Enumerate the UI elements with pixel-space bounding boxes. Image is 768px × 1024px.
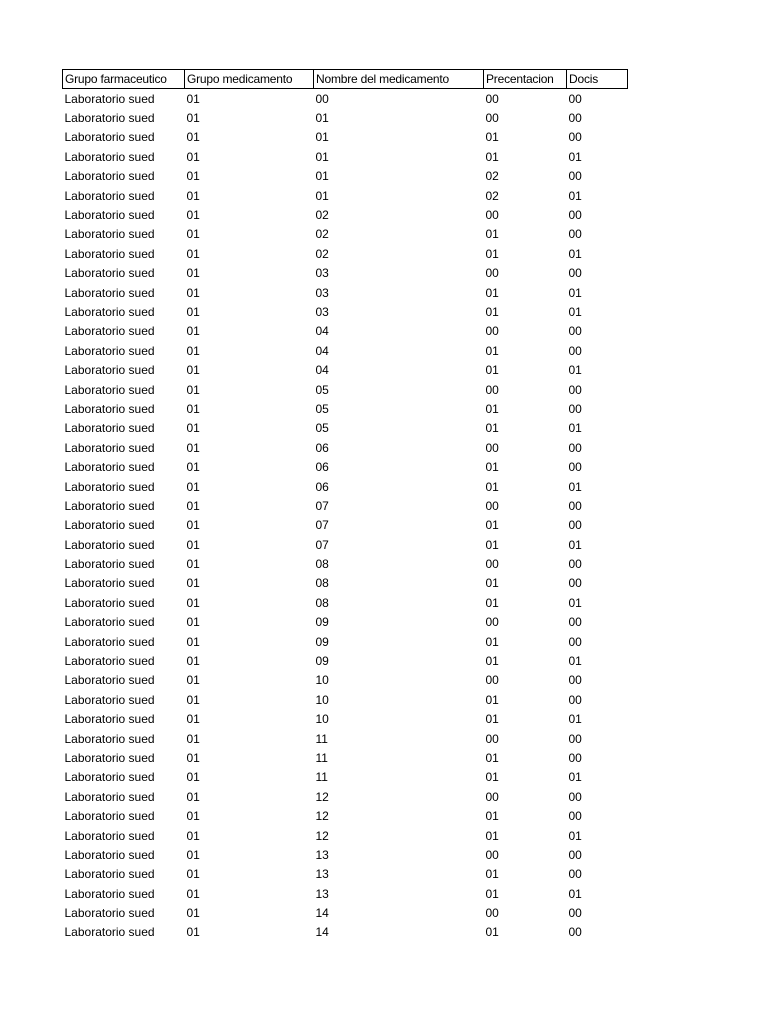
cell-nombre-medicamento[interactable]: 10 bbox=[315, 712, 329, 727]
cell-precentacion[interactable]: 01 bbox=[485, 595, 499, 610]
cell-nombre-medicamento[interactable]: 03 bbox=[315, 285, 329, 300]
table-row bbox=[63, 826, 628, 845]
cell-precentacion[interactable]: 02 bbox=[485, 188, 499, 203]
cell-grupo-farmaceutico[interactable]: Laboratorio sued bbox=[64, 886, 155, 901]
cell-grupo-farmaceutico[interactable]: Laboratorio sued bbox=[64, 91, 155, 106]
cell-precentacion[interactable]: 00 bbox=[485, 111, 499, 126]
cell-precentacion[interactable]: 01 bbox=[485, 576, 499, 591]
cell-docis[interactable]: 01 bbox=[568, 770, 582, 785]
cell-grupo-farmaceutico[interactable]: Laboratorio sued bbox=[64, 382, 155, 397]
cell-precentacion[interactable]: 01 bbox=[485, 886, 499, 901]
cell-grupo-farmaceutico[interactable]: Laboratorio sued bbox=[64, 149, 155, 164]
cell-grupo-medicamento[interactable]: 01 bbox=[186, 925, 200, 940]
cell-nombre-medicamento[interactable]: 02 bbox=[315, 208, 329, 223]
cell-grupo-medicamento[interactable]: 01 bbox=[186, 654, 200, 669]
cell-nombre-medicamento[interactable]: 12 bbox=[315, 789, 329, 804]
cell-nombre-medicamento[interactable]: 07 bbox=[315, 518, 329, 533]
cell-grupo-farmaceutico[interactable]: Laboratorio sued bbox=[64, 537, 155, 552]
cell-precentacion[interactable]: 00 bbox=[485, 557, 499, 572]
cell-nombre-medicamento[interactable]: 03 bbox=[315, 304, 329, 319]
table-row bbox=[63, 457, 628, 476]
table-row bbox=[63, 632, 628, 651]
cell-grupo-medicamento[interactable]: 01 bbox=[186, 557, 200, 572]
table-row bbox=[63, 380, 628, 399]
cell-grupo-farmaceutico[interactable]: Laboratorio sued bbox=[64, 460, 155, 475]
table-row bbox=[63, 225, 628, 244]
cell-docis[interactable]: 01 bbox=[568, 828, 582, 843]
cell-nombre-medicamento[interactable]: 09 bbox=[315, 654, 329, 669]
cell-grupo-medicamento[interactable]: 01 bbox=[186, 770, 200, 785]
cell-grupo-medicamento[interactable]: 01 bbox=[186, 809, 200, 824]
cell-grupo-medicamento[interactable]: 01 bbox=[186, 363, 200, 378]
cell-grupo-farmaceutico[interactable]: Laboratorio sued bbox=[64, 169, 155, 184]
cell-grupo-medicamento[interactable]: 01 bbox=[186, 149, 200, 164]
cell-precentacion[interactable]: 00 bbox=[485, 266, 499, 281]
table-row bbox=[63, 496, 628, 515]
cell-docis[interactable]: 00 bbox=[568, 847, 582, 862]
cell-grupo-farmaceutico[interactable]: Laboratorio sued bbox=[64, 518, 155, 533]
cell-grupo-medicamento[interactable]: 01 bbox=[186, 401, 200, 416]
table-row bbox=[63, 128, 628, 147]
cell-grupo-medicamento[interactable]: 01 bbox=[186, 906, 200, 921]
cell-precentacion[interactable]: 01 bbox=[485, 867, 499, 882]
cell-grupo-farmaceutico[interactable]: Laboratorio sued bbox=[64, 266, 155, 281]
cell-grupo-medicamento[interactable]: 01 bbox=[186, 673, 200, 688]
table-row bbox=[63, 399, 628, 418]
cell-precentacion[interactable]: 01 bbox=[485, 750, 499, 765]
cell-grupo-farmaceutico[interactable]: Laboratorio sued bbox=[64, 343, 155, 358]
cell-nombre-medicamento[interactable]: 01 bbox=[315, 169, 329, 184]
cell-grupo-farmaceutico[interactable]: Laboratorio sued bbox=[64, 324, 155, 339]
cell-grupo-farmaceutico[interactable]: Laboratorio sued bbox=[64, 285, 155, 300]
cell-nombre-medicamento[interactable]: 05 bbox=[315, 382, 329, 397]
table-row bbox=[63, 613, 628, 632]
cell-docis[interactable]: 00 bbox=[568, 809, 582, 824]
table-row bbox=[63, 903, 628, 922]
header-row bbox=[63, 70, 628, 89]
cell-grupo-farmaceutico[interactable]: Laboratorio sued bbox=[64, 692, 155, 707]
table-row bbox=[63, 283, 628, 302]
cell-grupo-medicamento[interactable]: 01 bbox=[186, 208, 200, 223]
cell-precentacion[interactable]: 00 bbox=[485, 498, 499, 513]
cell-grupo-medicamento[interactable]: 01 bbox=[186, 266, 200, 281]
cell-grupo-medicamento[interactable]: 01 bbox=[186, 789, 200, 804]
cell-precentacion[interactable]: 01 bbox=[485, 828, 499, 843]
cell-docis[interactable]: 00 bbox=[568, 401, 582, 416]
cell-precentacion[interactable]: 01 bbox=[485, 809, 499, 824]
cell-grupo-farmaceutico[interactable]: Laboratorio sued bbox=[64, 750, 155, 765]
cell-precentacion[interactable]: 01 bbox=[485, 925, 499, 940]
cell-nombre-medicamento[interactable]: 01 bbox=[315, 188, 329, 203]
cell-nombre-medicamento[interactable]: 08 bbox=[315, 557, 329, 572]
header-grupo-farmaceutico[interactable]: Grupo farmaceutico bbox=[63, 70, 185, 89]
cell-nombre-medicamento[interactable]: 09 bbox=[315, 634, 329, 649]
cell-precentacion[interactable]: 01 bbox=[485, 304, 499, 319]
cell-grupo-farmaceutico[interactable]: Laboratorio sued bbox=[64, 246, 155, 261]
cell-docis[interactable]: 00 bbox=[568, 673, 582, 688]
cell-docis[interactable]: 00 bbox=[568, 692, 582, 707]
header-grupo-medicamento[interactable]: Grupo medicamento bbox=[185, 70, 314, 89]
cell-grupo-medicamento[interactable]: 01 bbox=[186, 382, 200, 397]
cell-grupo-medicamento[interactable]: 01 bbox=[186, 285, 200, 300]
cell-docis[interactable]: 01 bbox=[568, 537, 582, 552]
cell-grupo-medicamento[interactable]: 01 bbox=[186, 595, 200, 610]
cell-docis[interactable]: 01 bbox=[568, 304, 582, 319]
cell-docis[interactable]: 00 bbox=[568, 906, 582, 921]
cell-grupo-farmaceutico[interactable]: Laboratorio sued bbox=[64, 557, 155, 572]
cell-docis[interactable]: 00 bbox=[568, 925, 582, 940]
cell-docis[interactable]: 01 bbox=[568, 654, 582, 669]
table-body bbox=[63, 89, 628, 943]
cell-grupo-farmaceutico[interactable]: Laboratorio sued bbox=[64, 654, 155, 669]
cell-grupo-medicamento[interactable]: 01 bbox=[186, 460, 200, 475]
cell-nombre-medicamento[interactable]: 11 bbox=[315, 731, 328, 746]
cell-grupo-farmaceutico[interactable]: Laboratorio sued bbox=[64, 828, 155, 843]
cell-docis[interactable]: 01 bbox=[568, 188, 582, 203]
cell-docis[interactable]: 00 bbox=[568, 324, 582, 339]
cell-precentacion[interactable]: 01 bbox=[485, 227, 499, 242]
header-precentacion[interactable]: Precentacion bbox=[484, 70, 567, 89]
cell-precentacion[interactable]: 00 bbox=[485, 789, 499, 804]
cell-precentacion[interactable]: 00 bbox=[485, 731, 499, 746]
cell-grupo-medicamento[interactable]: 01 bbox=[186, 634, 200, 649]
cell-grupo-farmaceutico[interactable]: Laboratorio sued bbox=[64, 227, 155, 242]
cell-grupo-medicamento[interactable]: 01 bbox=[186, 130, 200, 145]
cell-nombre-medicamento[interactable]: 06 bbox=[315, 460, 329, 475]
table-row bbox=[63, 806, 628, 825]
cell-grupo-medicamento[interactable]: 01 bbox=[186, 324, 200, 339]
cell-precentacion[interactable]: 00 bbox=[485, 440, 499, 455]
table-row bbox=[63, 302, 628, 321]
table-row bbox=[63, 108, 628, 127]
cell-docis[interactable]: 00 bbox=[568, 731, 582, 746]
cell-docis[interactable]: 00 bbox=[568, 615, 582, 630]
cell-grupo-farmaceutico[interactable]: Laboratorio sued bbox=[64, 770, 155, 785]
table-row bbox=[63, 690, 628, 709]
cell-grupo-medicamento[interactable]: 01 bbox=[186, 615, 200, 630]
cell-grupo-farmaceutico[interactable]: Laboratorio sued bbox=[64, 634, 155, 649]
cell-precentacion[interactable]: 01 bbox=[485, 246, 499, 261]
cell-grupo-farmaceutico[interactable]: Laboratorio sued bbox=[64, 440, 155, 455]
table-row bbox=[63, 845, 628, 864]
cell-precentacion[interactable]: 00 bbox=[485, 847, 499, 862]
cell-docis[interactable]: 00 bbox=[568, 750, 582, 765]
table-row bbox=[63, 535, 628, 554]
cell-docis[interactable]: 00 bbox=[568, 91, 582, 106]
table-row bbox=[63, 322, 628, 341]
cell-nombre-medicamento[interactable]: 04 bbox=[315, 363, 329, 378]
cell-docis[interactable]: 00 bbox=[568, 867, 582, 882]
cell-grupo-medicamento[interactable]: 01 bbox=[186, 750, 200, 765]
cell-nombre-medicamento[interactable]: 09 bbox=[315, 615, 329, 630]
table-row bbox=[63, 787, 628, 806]
cell-nombre-medicamento[interactable]: 11 bbox=[315, 750, 328, 765]
cell-grupo-farmaceutico[interactable]: Laboratorio sued bbox=[64, 576, 155, 591]
table-row bbox=[63, 748, 628, 767]
cell-grupo-medicamento[interactable]: 01 bbox=[186, 692, 200, 707]
cell-nombre-medicamento[interactable]: 10 bbox=[315, 673, 329, 688]
cell-precentacion[interactable]: 00 bbox=[485, 208, 499, 223]
table-row bbox=[63, 768, 628, 787]
cell-grupo-farmaceutico[interactable]: Laboratorio sued bbox=[64, 479, 155, 494]
cell-nombre-medicamento[interactable]: 05 bbox=[315, 421, 329, 436]
cell-docis[interactable]: 01 bbox=[568, 149, 582, 164]
cell-docis[interactable]: 00 bbox=[568, 518, 582, 533]
cell-nombre-medicamento[interactable]: 04 bbox=[315, 343, 329, 358]
cell-docis[interactable]: 00 bbox=[568, 227, 582, 242]
cell-precentacion[interactable]: 01 bbox=[485, 712, 499, 727]
cell-precentacion[interactable]: 02 bbox=[485, 169, 499, 184]
cell-nombre-medicamento[interactable]: 07 bbox=[315, 537, 329, 552]
cell-nombre-medicamento[interactable]: 10 bbox=[315, 692, 329, 707]
cell-precentacion[interactable]: 01 bbox=[485, 343, 499, 358]
cell-grupo-medicamento[interactable]: 01 bbox=[186, 731, 200, 746]
cell-grupo-medicamento[interactable]: 01 bbox=[186, 712, 200, 727]
table-header bbox=[63, 70, 628, 89]
cell-grupo-farmaceutico[interactable]: Laboratorio sued bbox=[64, 304, 155, 319]
cell-docis[interactable]: 00 bbox=[568, 576, 582, 591]
cell-nombre-medicamento[interactable]: 07 bbox=[315, 498, 329, 513]
cell-grupo-farmaceutico[interactable]: Laboratorio sued bbox=[64, 208, 155, 223]
table-row bbox=[63, 438, 628, 457]
cell-grupo-medicamento[interactable]: 01 bbox=[186, 343, 200, 358]
cell-docis[interactable]: 01 bbox=[568, 246, 582, 261]
cell-grupo-medicamento[interactable]: 01 bbox=[186, 440, 200, 455]
table-row bbox=[63, 574, 628, 593]
cell-nombre-medicamento[interactable]: 11 bbox=[315, 770, 328, 785]
cell-nombre-medicamento[interactable]: 14 bbox=[315, 906, 329, 921]
cell-nombre-medicamento[interactable]: 08 bbox=[315, 595, 329, 610]
cell-precentacion[interactable]: 00 bbox=[485, 673, 499, 688]
cell-precentacion[interactable]: 00 bbox=[485, 382, 499, 397]
cell-grupo-farmaceutico[interactable]: Laboratorio sued bbox=[64, 847, 155, 862]
cell-grupo-medicamento[interactable]: 01 bbox=[186, 227, 200, 242]
cell-precentacion[interactable]: 01 bbox=[485, 479, 499, 494]
cell-precentacion[interactable]: 00 bbox=[485, 324, 499, 339]
cell-docis[interactable]: 01 bbox=[568, 712, 582, 727]
cell-grupo-medicamento[interactable]: 01 bbox=[186, 111, 200, 126]
cell-grupo-farmaceutico[interactable]: Laboratorio sued bbox=[64, 421, 155, 436]
cell-grupo-medicamento[interactable]: 01 bbox=[186, 847, 200, 862]
cell-docis[interactable]: 00 bbox=[568, 130, 582, 145]
table-row bbox=[63, 923, 628, 942]
cell-nombre-medicamento[interactable]: 14 bbox=[315, 925, 329, 940]
cell-nombre-medicamento[interactable]: 01 bbox=[315, 149, 329, 164]
table-row bbox=[63, 554, 628, 573]
cell-nombre-medicamento[interactable]: 08 bbox=[315, 576, 329, 591]
cell-grupo-farmaceutico[interactable]: Laboratorio sued bbox=[64, 673, 155, 688]
cell-docis[interactable]: 01 bbox=[568, 363, 582, 378]
cell-docis[interactable]: 01 bbox=[568, 479, 582, 494]
cell-nombre-medicamento[interactable]: 12 bbox=[315, 828, 329, 843]
cell-grupo-medicamento[interactable]: 01 bbox=[186, 169, 200, 184]
cell-nombre-medicamento[interactable]: 05 bbox=[315, 401, 329, 416]
cell-nombre-medicamento[interactable]: 03 bbox=[315, 266, 329, 281]
table-row bbox=[63, 671, 628, 690]
cell-precentacion[interactable]: 01 bbox=[485, 401, 499, 416]
cell-docis[interactable]: 01 bbox=[568, 285, 582, 300]
cell-grupo-farmaceutico[interactable]: Laboratorio sued bbox=[64, 712, 155, 727]
cell-precentacion[interactable]: 01 bbox=[485, 518, 499, 533]
header-docis[interactable]: Docis bbox=[567, 70, 628, 89]
cell-grupo-medicamento[interactable]: 01 bbox=[186, 537, 200, 552]
cell-nombre-medicamento[interactable]: 02 bbox=[315, 227, 329, 242]
spreadsheet-sheet bbox=[62, 69, 628, 942]
cell-grupo-medicamento[interactable]: 01 bbox=[186, 91, 200, 106]
cell-nombre-medicamento[interactable]: 13 bbox=[315, 867, 329, 882]
cell-precentacion[interactable]: 01 bbox=[485, 654, 499, 669]
cell-grupo-medicamento[interactable]: 01 bbox=[186, 421, 200, 436]
cell-precentacion[interactable]: 01 bbox=[485, 363, 499, 378]
cell-grupo-farmaceutico[interactable]: Laboratorio sued bbox=[64, 615, 155, 630]
table-row bbox=[63, 477, 628, 496]
table-row bbox=[63, 360, 628, 379]
cell-docis[interactable]: 00 bbox=[568, 460, 582, 475]
cell-grupo-farmaceutico[interactable]: Laboratorio sued bbox=[64, 188, 155, 203]
table-row bbox=[63, 244, 628, 263]
cell-nombre-medicamento[interactable]: 04 bbox=[315, 324, 329, 339]
cell-grupo-farmaceutico[interactable]: Laboratorio sued bbox=[64, 401, 155, 416]
cell-grupo-medicamento[interactable]: 01 bbox=[186, 576, 200, 591]
table-row bbox=[63, 593, 628, 612]
cell-docis[interactable]: 00 bbox=[568, 498, 582, 513]
cell-docis[interactable]: 00 bbox=[568, 634, 582, 649]
table-row bbox=[63, 516, 628, 535]
header-nombre-medicamento[interactable]: Nombre del medicamento bbox=[314, 70, 484, 89]
cell-grupo-farmaceutico[interactable]: Laboratorio sued bbox=[64, 363, 155, 378]
cell-docis[interactable]: 00 bbox=[568, 266, 582, 281]
cell-docis[interactable]: 01 bbox=[568, 595, 582, 610]
cell-grupo-medicamento[interactable]: 01 bbox=[186, 867, 200, 882]
cell-nombre-medicamento[interactable]: 01 bbox=[315, 111, 329, 126]
cell-grupo-farmaceutico[interactable]: Laboratorio sued bbox=[64, 809, 155, 824]
table-row bbox=[63, 205, 628, 224]
cell-precentacion[interactable]: 01 bbox=[485, 285, 499, 300]
cell-nombre-medicamento[interactable]: 13 bbox=[315, 886, 329, 901]
cell-nombre-medicamento[interactable]: 06 bbox=[315, 479, 329, 494]
cell-precentacion[interactable]: 01 bbox=[485, 634, 499, 649]
cell-grupo-farmaceutico[interactable]: Laboratorio sued bbox=[64, 731, 155, 746]
cell-grupo-farmaceutico[interactable]: Laboratorio sued bbox=[64, 925, 155, 940]
cell-grupo-farmaceutico[interactable]: Laboratorio sued bbox=[64, 111, 155, 126]
cell-grupo-medicamento[interactable]: 01 bbox=[186, 518, 200, 533]
cell-nombre-medicamento[interactable]: 13 bbox=[315, 847, 329, 862]
cell-grupo-medicamento[interactable]: 01 bbox=[186, 828, 200, 843]
cell-precentacion[interactable]: 00 bbox=[485, 906, 499, 921]
cell-grupo-medicamento[interactable]: 01 bbox=[186, 188, 200, 203]
cell-grupo-medicamento[interactable]: 01 bbox=[186, 304, 200, 319]
table-row bbox=[63, 167, 628, 186]
table-row bbox=[63, 264, 628, 283]
cell-docis[interactable]: 00 bbox=[568, 789, 582, 804]
table-row bbox=[63, 729, 628, 748]
cell-grupo-farmaceutico[interactable]: Laboratorio sued bbox=[64, 906, 155, 921]
table-row bbox=[63, 884, 628, 903]
cell-precentacion[interactable]: 01 bbox=[485, 130, 499, 145]
cell-nombre-medicamento[interactable]: 01 bbox=[315, 130, 329, 145]
table-row bbox=[63, 865, 628, 884]
cell-grupo-medicamento[interactable]: 01 bbox=[186, 246, 200, 261]
cell-grupo-farmaceutico[interactable]: Laboratorio sued bbox=[64, 130, 155, 145]
cell-grupo-farmaceutico[interactable]: Laboratorio sued bbox=[64, 595, 155, 610]
cell-precentacion[interactable]: 01 bbox=[485, 692, 499, 707]
cell-nombre-medicamento[interactable]: 06 bbox=[315, 440, 329, 455]
cell-docis[interactable]: 01 bbox=[568, 421, 582, 436]
cell-grupo-medicamento[interactable]: 01 bbox=[186, 886, 200, 901]
cell-precentacion[interactable]: 01 bbox=[485, 149, 499, 164]
table-row bbox=[63, 710, 628, 729]
cell-docis[interactable]: 00 bbox=[568, 440, 582, 455]
cell-precentacion[interactable]: 00 bbox=[485, 615, 499, 630]
cell-precentacion[interactable]: 01 bbox=[485, 421, 499, 436]
cell-precentacion[interactable]: 01 bbox=[485, 537, 499, 552]
cell-grupo-farmaceutico[interactable]: Laboratorio sued bbox=[64, 867, 155, 882]
medication-table bbox=[62, 69, 628, 942]
table-row bbox=[63, 651, 628, 670]
table-row bbox=[63, 186, 628, 205]
table-row bbox=[63, 419, 628, 438]
cell-docis[interactable]: 00 bbox=[568, 169, 582, 184]
cell-precentacion[interactable]: 01 bbox=[485, 460, 499, 475]
cell-docis[interactable]: 00 bbox=[568, 382, 582, 397]
cell-grupo-farmaceutico[interactable]: Laboratorio sued bbox=[64, 498, 155, 513]
cell-docis[interactable]: 00 bbox=[568, 343, 582, 358]
cell-nombre-medicamento[interactable]: 00 bbox=[315, 91, 329, 106]
cell-precentacion[interactable]: 01 bbox=[485, 770, 499, 785]
cell-grupo-medicamento[interactable]: 01 bbox=[186, 498, 200, 513]
table-row bbox=[63, 89, 628, 109]
cell-docis[interactable]: 00 bbox=[568, 111, 582, 126]
table-row bbox=[63, 341, 628, 360]
cell-docis[interactable]: 00 bbox=[568, 557, 582, 572]
cell-precentacion[interactable]: 00 bbox=[485, 91, 499, 106]
cell-docis[interactable]: 01 bbox=[568, 886, 582, 901]
cell-grupo-farmaceutico[interactable]: Laboratorio sued bbox=[64, 789, 155, 804]
cell-grupo-medicamento[interactable]: 01 bbox=[186, 479, 200, 494]
cell-nombre-medicamento[interactable]: 12 bbox=[315, 809, 329, 824]
cell-nombre-medicamento[interactable]: 02 bbox=[315, 246, 329, 261]
table-row bbox=[63, 147, 628, 166]
cell-docis[interactable]: 00 bbox=[568, 208, 582, 223]
